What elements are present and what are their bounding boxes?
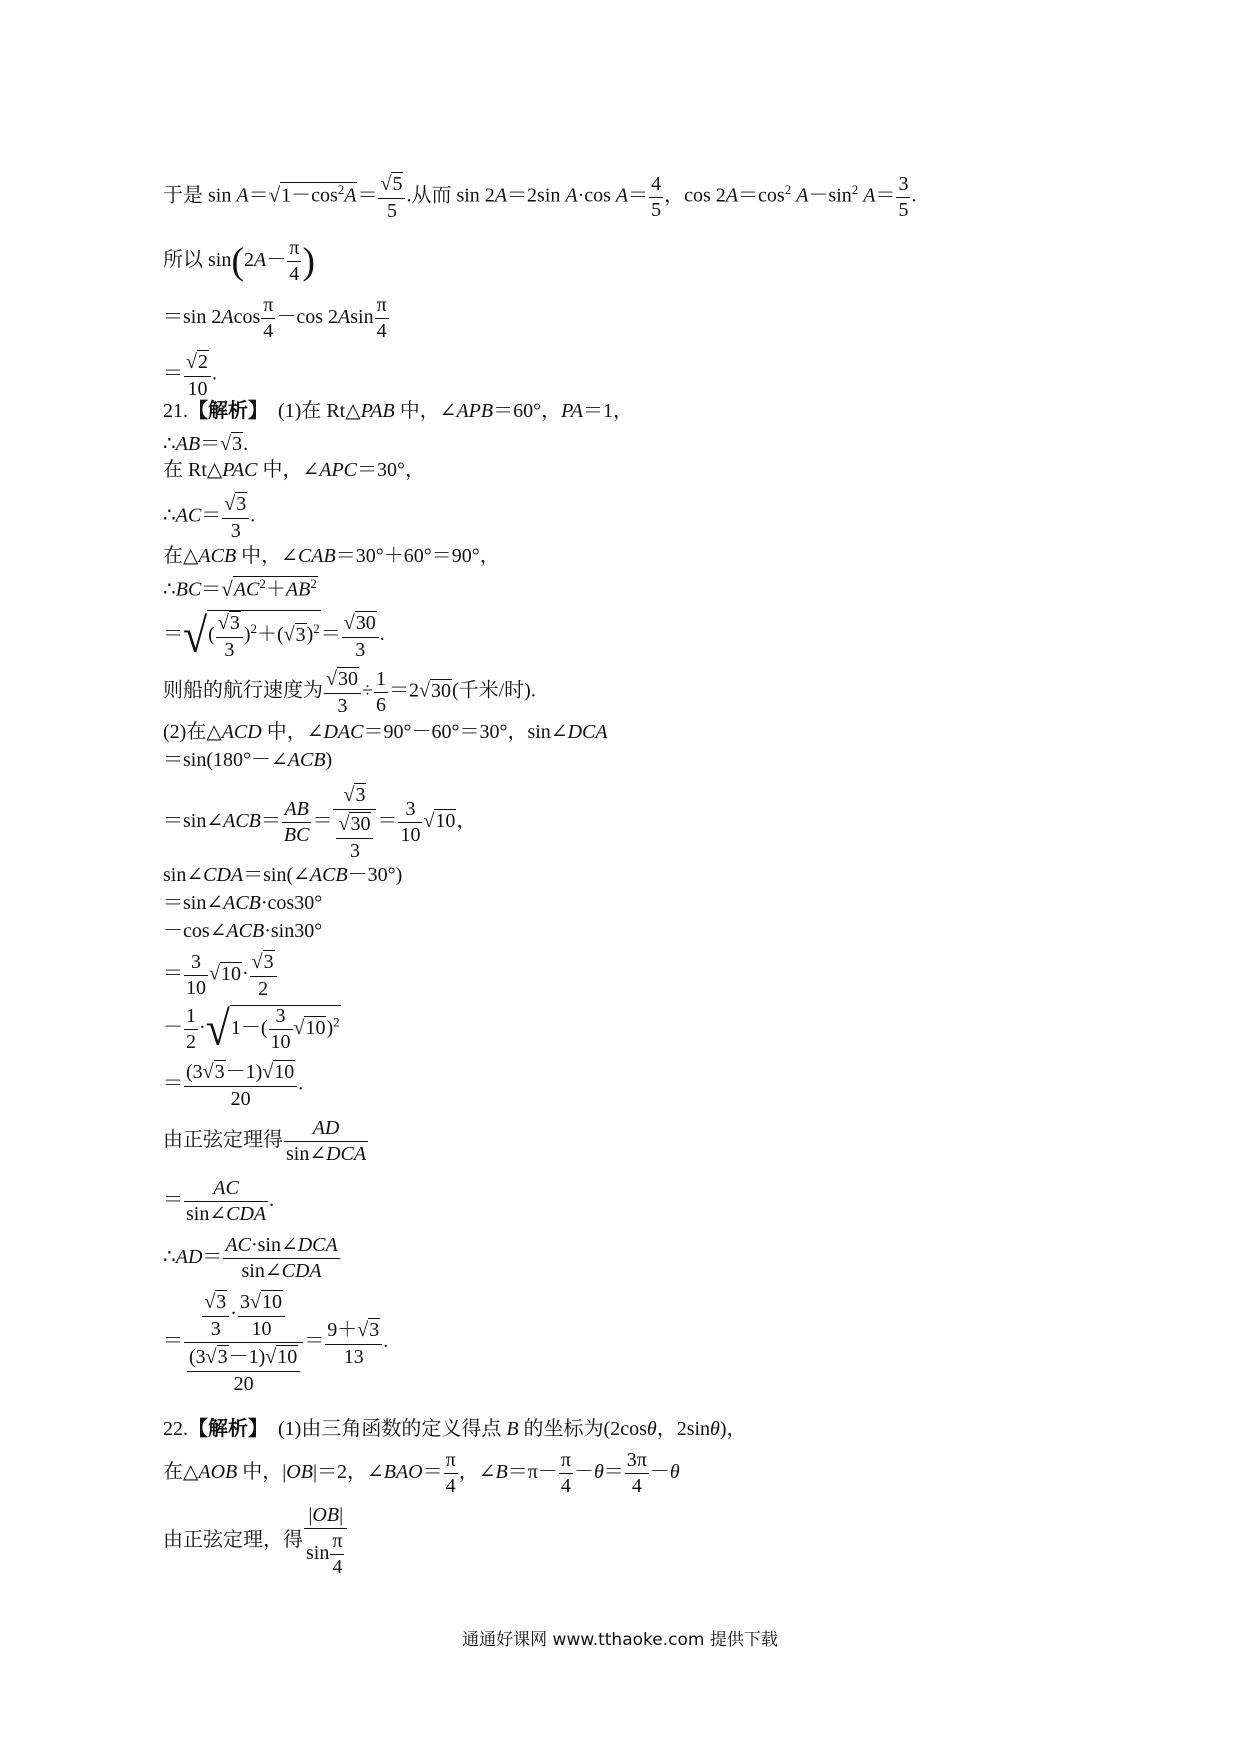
math-line-23: ＝ $\frac{AC}{\text{sin∠CDA}}$ . [163, 1177, 275, 1225]
math-line-13: (2)在△ACD 中，∠DAC＝90°－60°＝30°，sin∠DCA [163, 721, 608, 743]
math-line-20: － $\frac{1}{2}$ ·√1－( $\frac{3}{10}$ √10)$^2$ [163, 1001, 340, 1056]
math-line-18: －cos∠ACB·sin30° [163, 920, 323, 942]
footer-text: 通通好课网 www.tthaoke.com 提供下载 [462, 1630, 778, 1650]
math-line-16: sin∠CDA＝sin(∠ACB－30°) [163, 864, 403, 886]
math-line-27: 在△AOB 中，|OB|＝2，∠BAO＝ $\frac{\pi}{4}$ ，∠B＝π－ $\frac{\pi}{4}$ －θ＝ $\frac{3\pi}{4}$ －θ [163, 1449, 680, 1497]
math-line-8: ∴AC＝ $\frac{√3}{3}$ . [163, 493, 256, 542]
math-line-17: ＝sin∠ACB·cos30° [163, 892, 323, 914]
math-line-9: 在△ACB 中，∠CAB＝30°＋60°＝90°， [163, 545, 500, 567]
math-line-1: 于是 $\sin A=√1-\cos^2A=$ $\frac{√5}{5}$ .从而 sin 2A＝2sin A·cos A＝ $\frac{4}{5}$ ，$\cos 2A=\cos^2$ $A-\sin^2$ A＝ $\frac{3}{5}$ . [163, 172, 917, 222]
math-line-3: ＝sin 2Acos $\frac{\pi}{4}$ －cos 2Asin $\frac{\pi}{4}$ [163, 294, 387, 342]
math-line-22: 由正弦定理得 $\frac{AD}{\text{sin∠DCA}}$ [163, 1117, 367, 1165]
math-line-24: ∴AD＝ $\frac{\text{AC·sin∠DCA}}{\text{sin∠CDA}}$ [163, 1234, 338, 1282]
math-line-5: 21.【解析】 (1)在 Rt△PAB 中，∠APB＝60°，PA＝1， [163, 398, 633, 422]
math-line-21: ＝ $\frac{(3√3-1)√10}{20}$ . [163, 1061, 304, 1110]
math-line-26: 22.【解析】 (1)由三角函数的定义得点 B 的坐标为(2cosθ，2sinθ)， [163, 1416, 747, 1440]
math-line-12: 则船的航行速度为 $\frac{√30}{3}$ ÷ $\frac{1}{6}$ ＝2√30(千米/时). [163, 667, 536, 717]
math-line-15: ＝sin∠ACB＝ $\frac{AB}{BC}$ ＝ $\frac{√3}{\frac{√30}{3}}$ ＝ $\frac{3}{10}$ √10， [163, 784, 477, 862]
math-line-25: ＝ $\frac{√3}{3}$ · $\frac{3√10}{10}$ $\frac{(3√3-1)√10}{20}$ ＝ $\frac{9+√3}{13}$ . [163, 1291, 389, 1395]
math-line-7: 在 Rt△PAC 中，∠APC＝30°， [163, 459, 426, 481]
math-line-28: 由正弦定理，得 |OB| sin $\frac{\pi}{4}$ [163, 1505, 348, 1578]
math-line-10: $\therefore BC=√AC^2+AB^2$ [163, 576, 317, 601]
math-line-11: ＝√( $\frac{√3}{3}$ )$^2+(√3)^2=$ $\frac{√30}{3}$ . [163, 608, 385, 662]
math-line-19: ＝ $\frac{3}{10}$ √10· $\frac{√3}{2}$ [163, 950, 278, 1000]
math-line-6: ∴AB＝√3. [163, 433, 249, 455]
math-line-2: 所以 sin(2A－ $\frac{\pi}{4}$ ) [163, 237, 315, 285]
math-line-14: ＝sin(180°－∠ACB) [163, 749, 333, 771]
math-line-4: ＝ $\frac{√2}{10}$ . [163, 351, 217, 400]
